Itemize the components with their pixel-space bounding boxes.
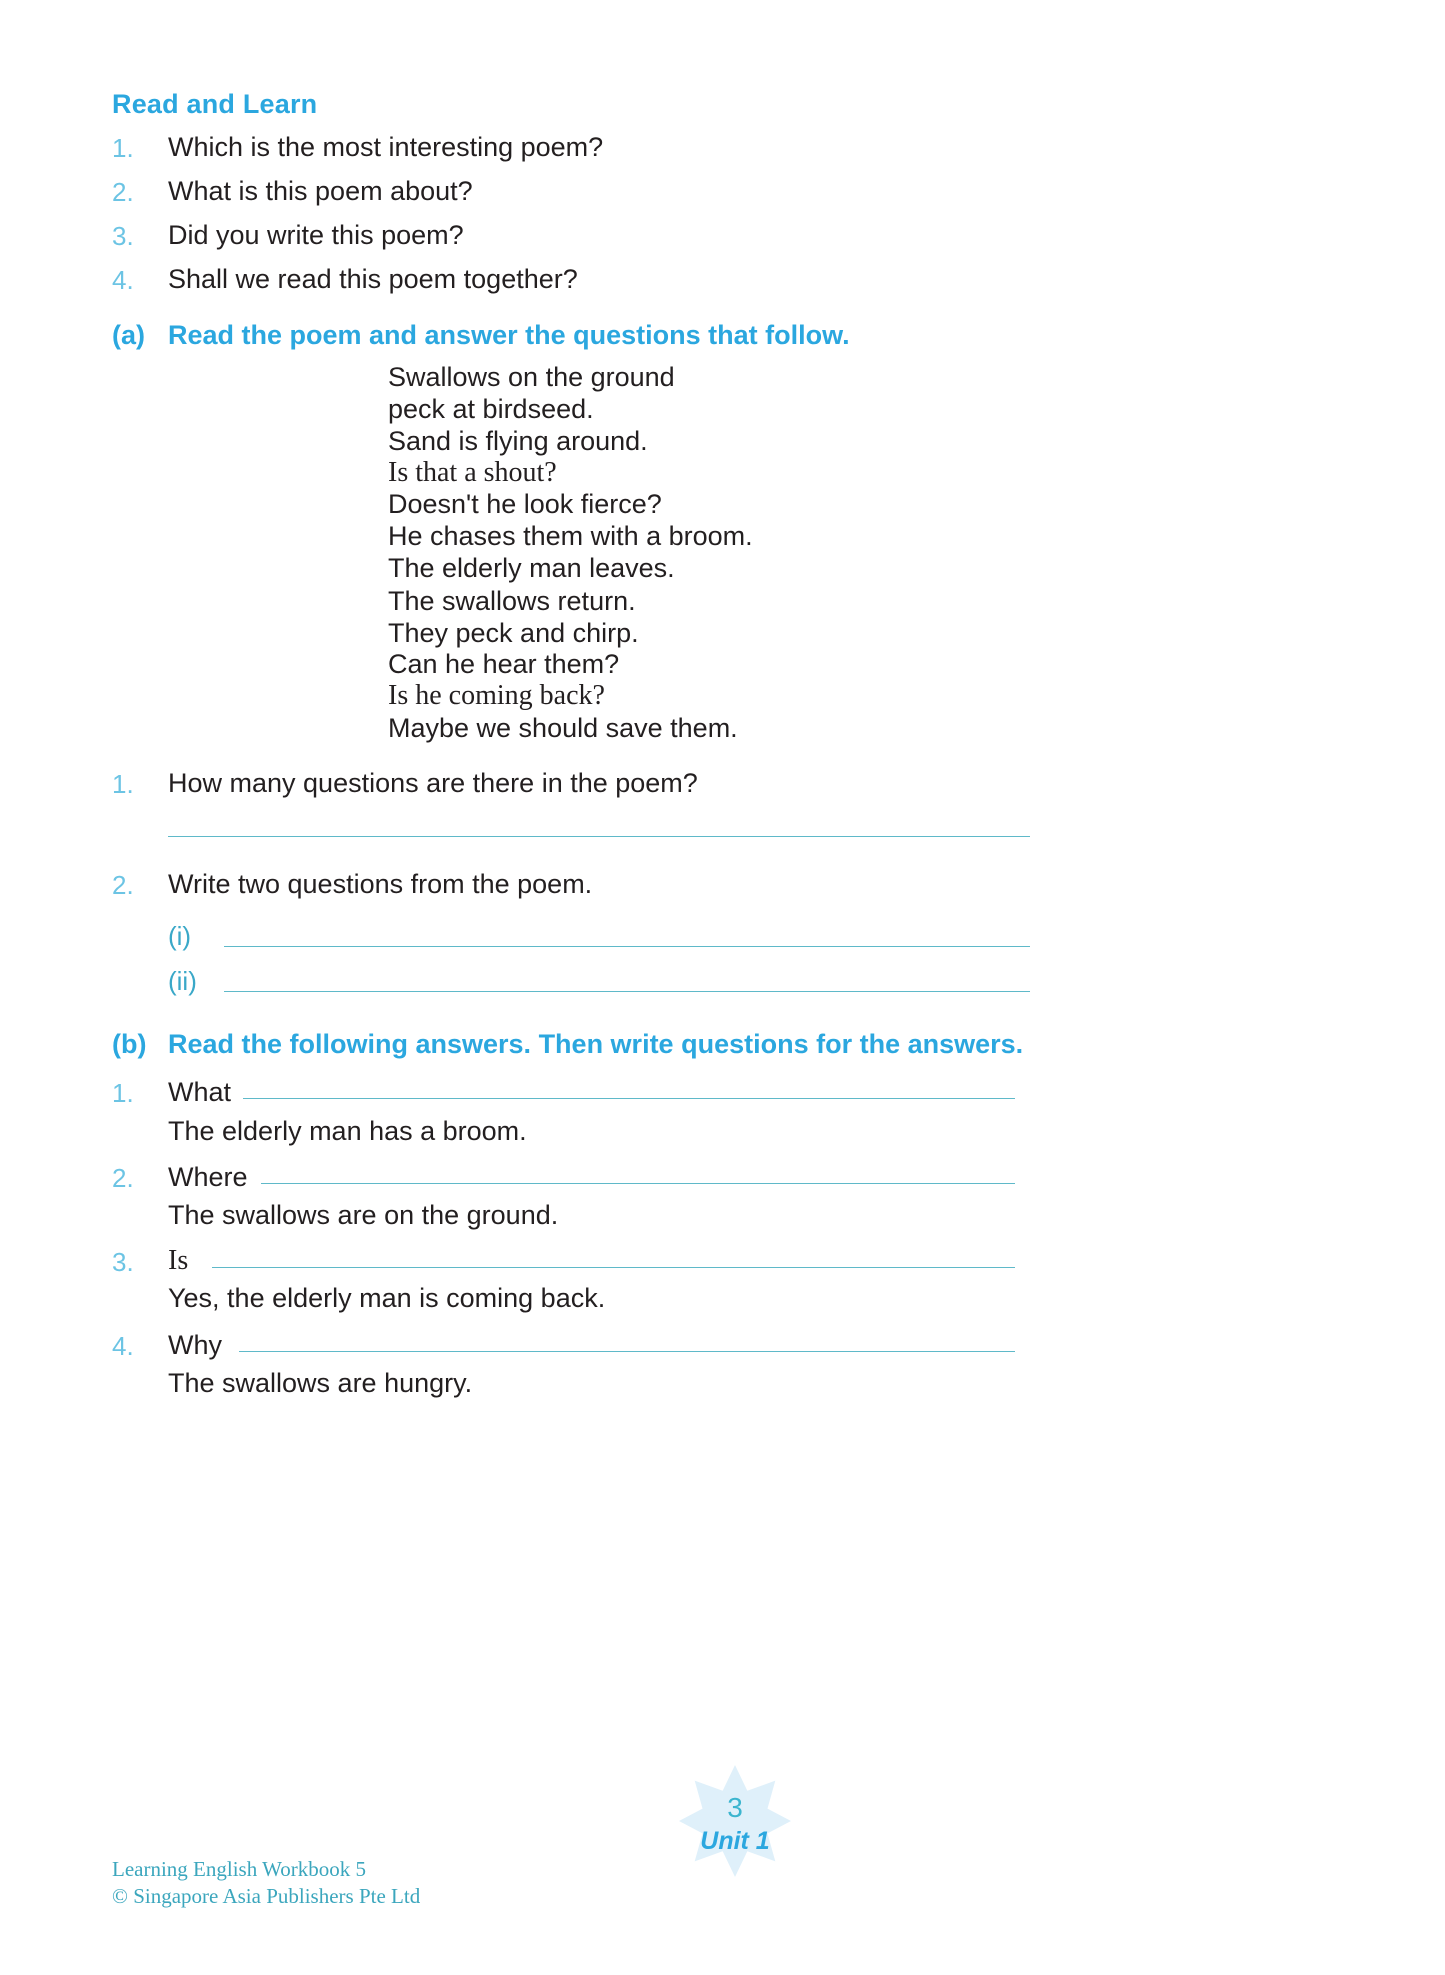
section-b-answer-3: Yes, the elderly man is coming back. <box>168 1283 606 1313</box>
answer-line-b3[interactable] <box>212 1267 1015 1268</box>
poem-line-3: Sand is flying around. <box>388 426 648 456</box>
unit-label: Unit 1 <box>700 1827 770 1855</box>
poem-line-5: Doesn't he look fierce? <box>388 489 662 519</box>
poem-line-8: The swallows return. <box>388 586 636 616</box>
section-a-question-2: Write two questions from the poem. <box>168 869 593 899</box>
answer-line-b4[interactable] <box>239 1351 1015 1352</box>
warmup-question-4: Shall we read this poem together? <box>168 264 578 294</box>
poem-line-10: Can he hear them? <box>388 649 620 679</box>
page-number-badge <box>660 1765 810 1905</box>
answer-line-a2-ii[interactable] <box>224 991 1030 992</box>
footer-credit <box>112 1856 420 1910</box>
section-b-number-2: 2. <box>112 1163 134 1193</box>
poem-line-1: Swallows on the ground <box>388 362 675 392</box>
answer-line-b2[interactable] <box>261 1183 1015 1184</box>
section-a-number-2: 2. <box>112 870 134 900</box>
section-b-number-1: 1. <box>112 1078 134 1108</box>
sub-item-label-ii: (ii) <box>168 966 197 996</box>
page-title: Read and Learn <box>112 89 318 119</box>
poem-line-4: Is that a shout? <box>388 457 557 488</box>
section-b-answer-4: The swallows are hungry. <box>168 1368 473 1398</box>
poem-line-11: Is he coming back? <box>388 680 605 711</box>
section-b-prompt-2: Where <box>168 1162 248 1192</box>
section-b-number-3: 3. <box>112 1247 134 1277</box>
warmup-question-3: Did you write this poem? <box>168 220 464 250</box>
answer-line-b1[interactable] <box>243 1098 1015 1099</box>
section-a-instruction: Read the poem and answer the questions that follow. <box>168 320 850 350</box>
footer-credit-line-1: Learning English Workbook 5 <box>112 1857 366 1881</box>
poem-line-2: peck at birdseed. <box>388 394 594 424</box>
footer-credit-line-2: © Singapore Asia Publishers Pte Ltd <box>112 1884 421 1908</box>
warmup-number-4: 4. <box>112 265 134 295</box>
section-b-answer-2: The swallows are on the ground. <box>168 1200 559 1230</box>
section-b-label: (b) <box>112 1029 147 1059</box>
section-a-number-1: 1. <box>112 769 134 799</box>
section-b-prompt-4: Why <box>168 1330 222 1360</box>
section-b-instruction: Read the following answers. Then write questions for the answers. <box>168 1029 1024 1059</box>
warmup-question-2: What is this poem about? <box>168 176 473 206</box>
section-b-number-4: 4. <box>112 1331 134 1361</box>
answer-line-a2-i[interactable] <box>224 946 1030 947</box>
sub-item-label-i: (i) <box>168 921 192 951</box>
warmup-number-1: 1. <box>112 133 134 163</box>
poem-line-12: Maybe we should save them. <box>388 713 738 743</box>
section-b-prompt-3: Is <box>168 1245 189 1276</box>
answer-line-a1[interactable] <box>168 836 1030 837</box>
warmup-question-1: Which is the most interesting poem? <box>168 132 604 162</box>
poem-line-6: He chases them with a broom. <box>388 521 753 551</box>
section-b-answer-1: The elderly man has a broom. <box>168 1116 527 1146</box>
warmup-number-3: 3. <box>112 221 134 251</box>
page-number: 3 <box>727 1792 743 1823</box>
poem-line-9: They peck and chirp. <box>388 618 639 648</box>
section-b-prompt-1: What <box>168 1077 232 1107</box>
section-a-label: (a) <box>112 320 145 350</box>
poem-line-7: The elderly man leaves. <box>388 553 675 583</box>
warmup-number-2: 2. <box>112 177 134 207</box>
section-a-question-1: How many questions are there in the poem? <box>168 768 698 798</box>
